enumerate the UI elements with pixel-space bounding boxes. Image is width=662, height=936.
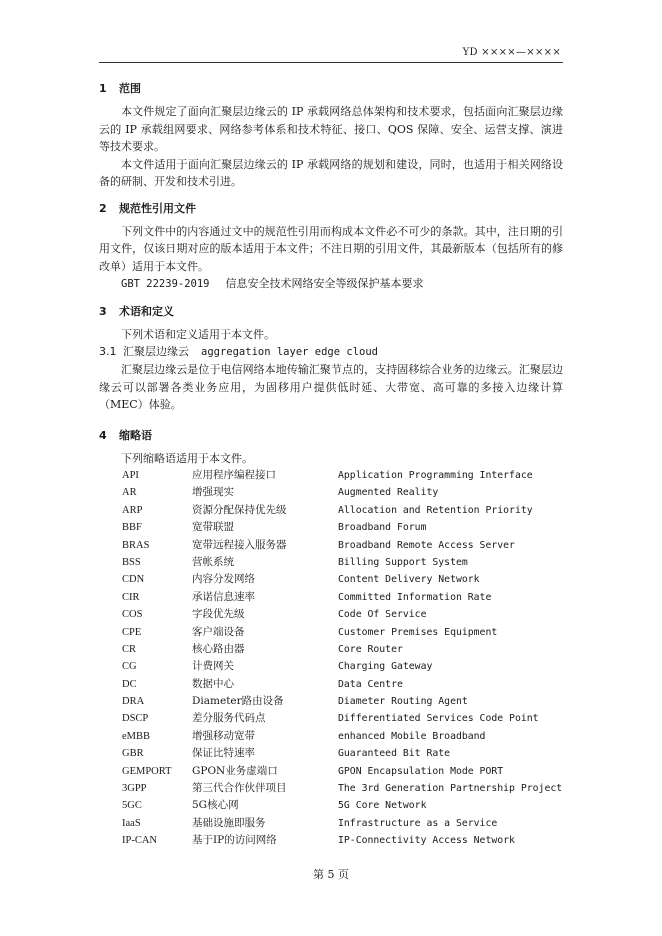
abbreviation-row xyxy=(122,606,563,623)
abbreviation-row xyxy=(122,658,563,675)
abbreviation: BSS xyxy=(122,556,141,568)
chinese-term: 宽带联盟 xyxy=(192,521,234,534)
abbreviations-table xyxy=(122,467,563,850)
chinese-term: 承诺信息速率 xyxy=(192,590,255,603)
term-chinese: 汇聚层边缘云 xyxy=(123,345,189,358)
abbreviation: DC xyxy=(122,678,137,690)
abbreviation-row xyxy=(122,832,563,849)
reference-title: 信息安全技术网络安全等级保护基本要求 xyxy=(225,277,424,290)
chinese-term: 计费网关 xyxy=(192,660,234,673)
abbreviation-row xyxy=(122,797,563,814)
document-code: YD ××××—×××× xyxy=(462,47,561,58)
abbreviation: 5GC xyxy=(122,800,142,812)
abbreviation-row xyxy=(122,589,563,606)
english-term: Content Delivery Network xyxy=(338,574,480,586)
chinese-term: 核心路由器 xyxy=(192,642,245,655)
english-term: enhanced Mobile Broadband xyxy=(338,730,486,742)
section-heading-terms xyxy=(99,303,563,321)
english-term: 5G Core Network xyxy=(338,800,427,812)
chinese-term: 保证比特速率 xyxy=(192,747,255,760)
section-title: 缩略语 xyxy=(119,428,152,442)
section-number: 4 xyxy=(99,428,107,442)
english-term: Core Router xyxy=(338,643,403,655)
references-paragraph: 下列文件中的内容通过文中的规范性引用而构成本文件必不可少的条款。其中，注日期的引用文件，仅该日期对应的版本适用于本文件；不注日期的引用文件，其最新版本（包括所有的修改单）适用于本文件。 xyxy=(99,224,563,273)
abbreviation-row xyxy=(122,780,563,797)
abbreviation: CIR xyxy=(122,591,140,603)
abbreviation-row xyxy=(122,676,563,693)
english-term: IP-Connectivity Access Network xyxy=(338,835,515,847)
english-term: Billing Support System xyxy=(338,556,468,568)
section-heading-normative-references xyxy=(99,200,563,218)
english-term: Broadband Forum xyxy=(338,522,427,534)
scope-paragraph-2: 本文件适用于面向汇聚层边缘云的 IP 承载网络的规划和建设，同时，也适用于相关网络设备的研制、开发和技术引进。 xyxy=(99,157,563,188)
term-definition: 汇聚层边缘云是位于电信网络本地传输汇聚节点的，支持固移综合业务的边缘云。汇聚层边缘云可以部署各类业务应用，为固移用户提供低时延、大带宽、高可靠的多接入边缘计算（MEC）体验。 xyxy=(99,363,563,411)
abbreviation-row xyxy=(122,763,563,780)
abbreviation-row xyxy=(122,745,563,762)
reference-entry xyxy=(99,275,563,294)
section-title: 术语和定义 xyxy=(119,304,174,318)
chinese-term: 资源分配保持优先级 xyxy=(192,503,287,516)
english-term: Augmented Reality xyxy=(338,487,439,499)
chinese-term: 数据中心 xyxy=(192,677,234,690)
abbreviation: GBR xyxy=(122,748,144,760)
abbreviation-row xyxy=(122,554,563,571)
section-heading-abbreviations xyxy=(99,427,563,445)
chinese-term: 差分服务代码点 xyxy=(192,712,266,725)
term-number: 3.1 xyxy=(99,345,117,358)
english-term: Application Programming Interface xyxy=(338,470,533,481)
english-term: Data Centre xyxy=(338,678,403,690)
abbreviation: eMBB xyxy=(122,730,151,742)
chinese-term: 5G核心网 xyxy=(192,799,239,812)
section-number: 3 xyxy=(99,304,107,318)
abbreviation-row xyxy=(122,815,563,832)
english-term: GPON Encapsulation Mode PORT xyxy=(338,765,504,777)
abbreviation: GEMPORT xyxy=(122,765,172,777)
english-term: Customer Premises Equipment xyxy=(338,626,498,638)
abbreviation-row xyxy=(122,484,563,501)
abbreviation: DSCP xyxy=(122,713,149,725)
chinese-term: 基于IP的访问网络 xyxy=(192,834,277,847)
chinese-term: 增强现实 xyxy=(192,486,234,499)
abbreviation-row xyxy=(122,728,563,745)
section-title: 规范性引用文件 xyxy=(119,201,196,215)
abbreviation: COS xyxy=(122,609,143,621)
term-english: aggregation layer edge cloud xyxy=(201,346,379,358)
english-term: Allocation and Retention Priority xyxy=(338,504,533,516)
abbreviations-intro: 下列缩略语适用于本文件。 xyxy=(121,451,253,465)
abbreviation: CDN xyxy=(122,574,145,586)
abbreviation: CG xyxy=(122,661,137,673)
abbreviation: CPE xyxy=(122,626,142,638)
section-number: 2 xyxy=(99,201,107,215)
chinese-term: 营帐系统 xyxy=(192,555,234,568)
chinese-term: 第三代合作伙伴项目 xyxy=(192,782,287,795)
abbreviation-row xyxy=(122,710,563,727)
abbreviation-row xyxy=(122,641,563,658)
section-heading-scope xyxy=(99,80,563,98)
chinese-term: 宽带远程接入服务器 xyxy=(192,538,287,551)
chinese-term: 客户端设备 xyxy=(192,625,245,638)
english-term: Code Of Service xyxy=(338,609,427,621)
scope-paragraph-1: 本文件规定了面向汇聚层边缘云的 IP 承载网络总体架构和技术要求，包括面向汇聚层边缘云的 IP 承载组网要求、网络参考体系和技术特征、接口、QOS 保障、安全、运营支撑、演进等技术要求。 xyxy=(99,105,563,153)
chinese-term: 增强移动宽带 xyxy=(192,729,255,742)
abbreviation: API xyxy=(122,470,139,481)
abbreviation-row xyxy=(122,467,563,484)
abbreviation-row xyxy=(122,693,563,710)
section-title: 范围 xyxy=(119,82,141,95)
abbreviation: AR xyxy=(122,487,137,499)
abbreviation: BBF xyxy=(122,522,142,534)
english-term: Broadband Remote Access Server xyxy=(338,539,515,551)
term-heading xyxy=(99,343,563,361)
abbreviation: 3GPP xyxy=(122,783,147,795)
chinese-term: 应用程序编程接口 xyxy=(192,469,276,481)
english-term: Diameter Routing Agent xyxy=(338,696,468,708)
abbreviation: IP-CAN xyxy=(122,835,158,847)
english-term: Differentiated Services Code Point xyxy=(338,713,539,725)
english-term: Infrastructure as a Service xyxy=(338,817,498,829)
section-number: 1 xyxy=(99,82,107,95)
page-number: 第 5 页 xyxy=(313,868,349,881)
english-term: Guaranteed Bit Rate xyxy=(338,748,451,760)
page-content xyxy=(99,74,563,850)
abbreviation: ARP xyxy=(122,504,143,516)
abbreviation-row xyxy=(122,571,563,588)
abbreviation: CR xyxy=(122,643,137,655)
abbreviation-row xyxy=(122,519,563,536)
chinese-term: 内容分发网络 xyxy=(192,573,255,586)
english-term: Committed Information Rate xyxy=(338,591,492,603)
abbreviation: IaaS xyxy=(122,817,141,829)
english-term: The 3rd Generation Partnership Project xyxy=(338,783,563,795)
abbreviation-row xyxy=(122,624,563,641)
abbreviation: DRA xyxy=(122,696,145,708)
english-term: Charging Gateway xyxy=(338,661,433,673)
header-rule xyxy=(99,62,563,63)
chinese-term: GPON业务虚端口 xyxy=(192,764,278,777)
chinese-term: Diameter路由设备 xyxy=(192,695,284,708)
chinese-term: 基础设施即服务 xyxy=(192,816,266,829)
reference-code: GBT 22239-2019 xyxy=(121,278,210,290)
terms-intro: 下列术语和定义适用于本文件。 xyxy=(121,327,275,341)
abbreviation: BRAS xyxy=(122,539,150,551)
abbreviation-row xyxy=(122,502,563,519)
chinese-term: 字段优先级 xyxy=(192,608,245,621)
abbreviation-row xyxy=(122,537,563,554)
